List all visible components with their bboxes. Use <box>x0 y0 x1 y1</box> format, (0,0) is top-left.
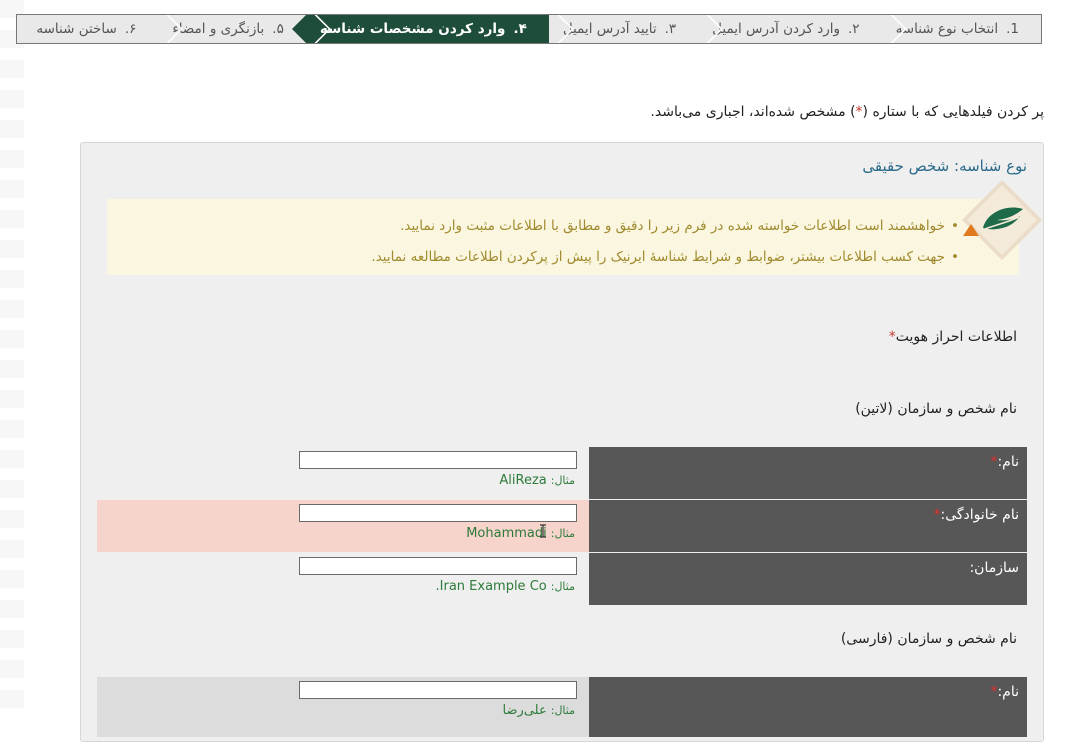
label-column <box>589 447 1027 499</box>
farsi-name-form <box>97 677 1027 737</box>
latin-name-form <box>97 447 1027 605</box>
step-2 <box>698 15 881 43</box>
required-note-text: پر کردن فیلدهایی که با ستاره ( <box>862 104 1044 120</box>
required-fields-note <box>650 104 1044 120</box>
example-prefix: مثال: <box>550 704 575 717</box>
notice-item: • خواهشمند است اطلاعات خواسته شده در فرم زیر را دقیق و مطابق با اطلاعات مثبت وارد نمایید. <box>107 211 959 242</box>
required-note-text: ) مشخص شده‌اند، اجباری می‌باشد. <box>650 104 856 120</box>
left-decoration <box>0 0 24 720</box>
required-star: * <box>888 329 896 345</box>
form-row-first-name-farsi <box>97 677 1027 729</box>
identity-form-panel <box>80 142 1044 742</box>
step-number: ۲. <box>848 21 860 37</box>
section-title: اطلاعات احراز هویت <box>895 329 1017 345</box>
step-label: تایید آدرس ایمیل <box>562 21 657 37</box>
step-number: ۵. <box>272 21 284 37</box>
step-label: بازنگری و امضاء <box>172 21 265 37</box>
first-name-example <box>499 473 575 488</box>
label-column <box>589 500 1027 552</box>
label-column <box>589 677 1027 737</box>
step-number: ۳. <box>664 21 677 37</box>
form-row-last-name <box>97 500 1027 552</box>
required-star: * <box>990 684 998 700</box>
step-4-active <box>306 15 549 43</box>
identity-section-label <box>889 329 1017 345</box>
example-value: علی‌رضا <box>502 703 547 718</box>
form-row-organization <box>97 553 1027 605</box>
step-5 <box>158 15 305 43</box>
last-name-latin-input[interactable] <box>299 504 577 522</box>
panel-title-value: شخص حقیقی <box>862 157 950 175</box>
field-label: نام: <box>997 684 1019 700</box>
step-label: انتخاب نوع شناسه <box>895 21 999 37</box>
last-name-example <box>466 526 575 541</box>
step-label: وارد کردن مشخصات شناسه <box>319 21 506 37</box>
first-name-latin-input[interactable] <box>299 451 577 469</box>
required-star: * <box>933 507 941 523</box>
example-value: Mohammadi <box>466 526 547 541</box>
first-name-farsi-example <box>503 703 575 718</box>
required-star: * <box>990 454 998 470</box>
organization-latin-input[interactable] <box>299 557 577 575</box>
notice-item: • جهت کسب اطلاعات بیشتر، ضوابط و شرایط شناسهٔ ایرنیک را پیش از پرکردن اطلاعات مطالعه نمایید. <box>107 242 959 273</box>
form-row-first-name <box>97 447 1027 499</box>
panel-title <box>862 157 1027 175</box>
step-6 <box>22 15 158 43</box>
example-prefix: مثال: <box>550 474 575 487</box>
step-number: 1. <box>1006 21 1019 37</box>
panel-title-prefix: نوع شناسه: <box>949 157 1027 175</box>
irnic-leaf-badge-icon <box>961 179 1043 261</box>
steps-progress-bar <box>16 14 1042 44</box>
example-prefix: مثال: <box>550 580 575 593</box>
step-3 <box>549 15 698 43</box>
farsi-section-label: نام شخص و سازمان (فارسی) <box>840 631 1017 647</box>
example-value: Iran Example Co. <box>435 579 547 594</box>
step-label: وارد کردن آدرس ایمیل <box>712 21 840 37</box>
field-label: نام: <box>997 454 1019 470</box>
step-1 <box>882 15 1041 43</box>
label-column <box>589 553 1027 605</box>
organization-label <box>969 560 1019 576</box>
step-number: ۶. <box>124 21 137 37</box>
step-label: ساختن شناسه <box>36 21 117 37</box>
notice-box <box>107 199 1019 275</box>
first-name-farsi-input[interactable] <box>299 681 577 699</box>
required-star: * <box>855 104 863 120</box>
first-name-farsi-label <box>990 684 1019 700</box>
step-number: ۴. <box>513 21 527 37</box>
latin-section-label: نام شخص و سازمان (لاتین) <box>855 401 1017 417</box>
field-label: نام خانوادگی: <box>940 507 1019 523</box>
text-cursor-icon <box>539 524 547 538</box>
last-name-label <box>933 507 1019 523</box>
example-prefix: مثال: <box>550 527 575 540</box>
field-label: سازمان: <box>969 560 1019 576</box>
first-name-label <box>990 454 1019 470</box>
example-value: AliReza <box>499 473 547 488</box>
organization-example <box>436 579 576 594</box>
